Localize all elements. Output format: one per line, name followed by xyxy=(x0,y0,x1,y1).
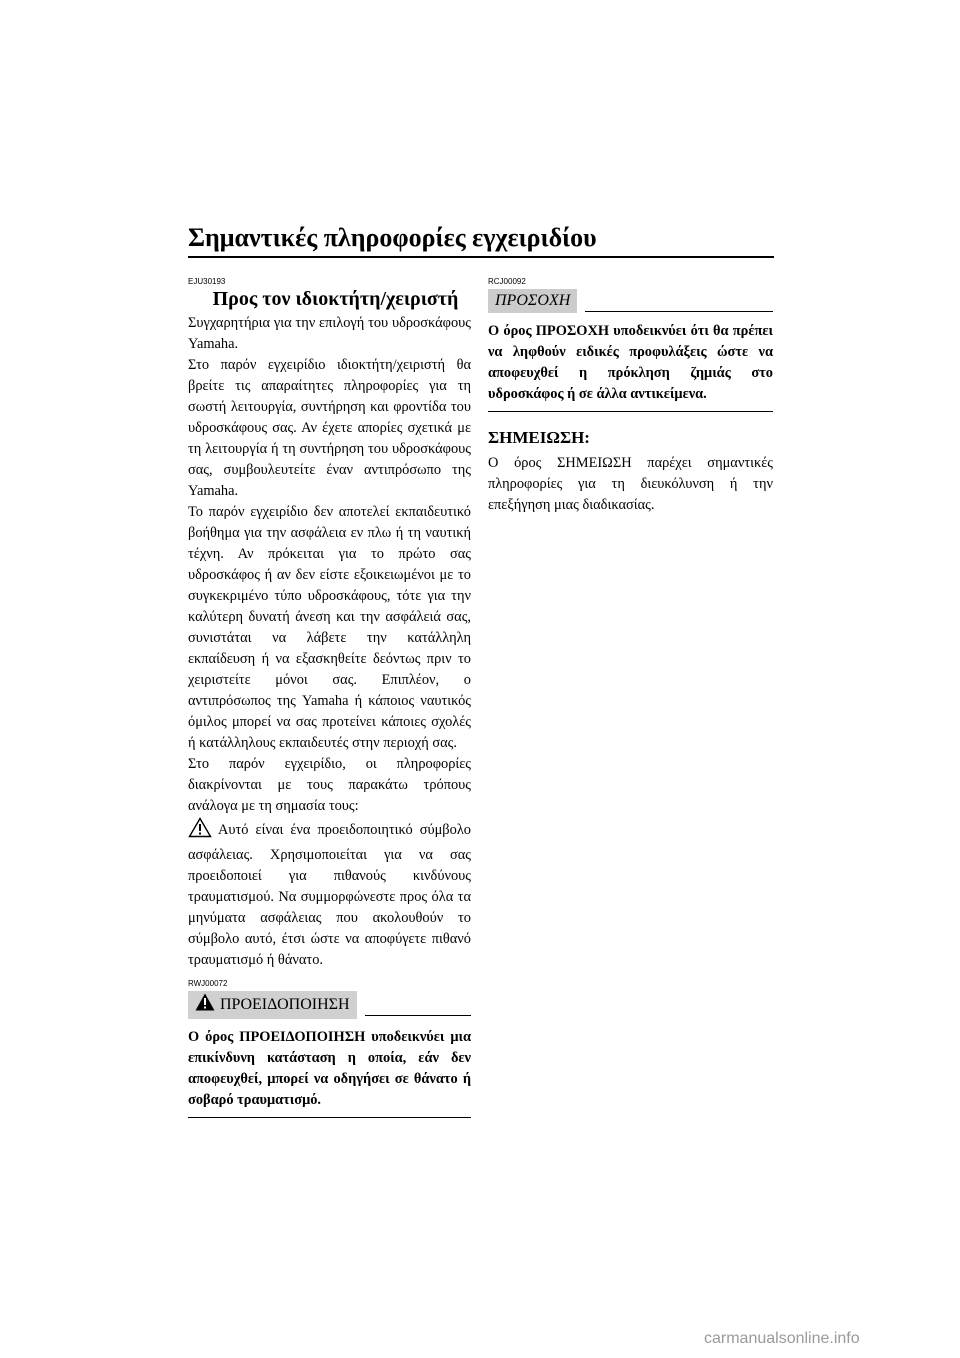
label-divider xyxy=(365,1015,471,1016)
caution-label-box xyxy=(488,289,577,313)
caution-label: ΠΡΟΣΟΧΗ xyxy=(495,292,571,309)
section-end-rule xyxy=(188,1117,471,1118)
caution-label-row xyxy=(488,289,773,313)
page-title: Σημαντικές πληροφορίες εγχειριδίου xyxy=(188,222,774,258)
warning-label-row xyxy=(188,991,471,1019)
section-heading: Προς τον ιδιοκτήτη/χειριστή xyxy=(212,288,459,310)
section-end-rule xyxy=(488,411,773,412)
warning-label: ΠΡΟΕΙΔΟΠΟΙΗΣΗ xyxy=(220,996,350,1013)
note-heading: ΣΗΜΕΙΩΣΗ: xyxy=(488,428,590,447)
warning-filled-icon xyxy=(195,993,215,1017)
warning-code: RWJ00072 xyxy=(188,979,228,988)
safety-symbol-text: Αυτό είναι ένα προειδοποιητικό σύμβολο ασφάλειας. Χρησιμοποιείται για να σας προειδοποιεί για πιθανούς κινδύνους τραυματισμού. Να συμμορφώνεστε προς όλα τα μηνύματα ασφάλειας που ακολουθούν το σύμβολο αυτό, έτσι ώστε να αποφύγετε πιθανό τραυματισμό ή θάνατο. xyxy=(188,822,471,968)
right-column xyxy=(488,277,773,516)
caution-code: RCJ00092 xyxy=(488,277,526,286)
left-column xyxy=(188,277,471,1118)
warning-label-box xyxy=(188,991,357,1019)
caution-text: Ο όρος ΠΡΟΣΟΧΗ υποδεικνύει ότι θα πρέπει να ληφθούν ειδικές προφυλάξεις ώστε να αποφευχθεί η πρόκληση ζημιάς στο υδροσκάφος ή σε άλλα αντικείμενα. xyxy=(488,323,773,402)
label-divider xyxy=(585,311,773,312)
safety-symbol-paragraph xyxy=(188,817,471,971)
note-text: Ο όρος ΣΗΜΕΙΩΣΗ παρέχει σημαντικές πληροφορίες για τη διευκόλυνση ή την επεξήγηση μιας διαδικασίας. xyxy=(488,455,773,513)
watermark: carmanualsonline.info xyxy=(704,1330,860,1347)
body-paragraph: Στο παρόν εγχειρίδιο ιδιοκτήτη/χειριστή θα βρείτε τις απαραίτητες πληροφορίες για τη σωστή λειτουργία, συντήρηση και φροντίδα του υδροσκάφους σας. Αν έχετε απορίες σχετικά με τη λειτουργία ή τη συντήρηση του υδροσκάφους σας, συμβουλευτείτε έναν αντιπρόσωπο της Yamaha. xyxy=(188,357,471,499)
body-paragraph: Συγχαρητήρια για την επιλογή του υδροσκάφους Yamaha. xyxy=(188,315,471,352)
body-paragraph: Στο παρόν εγχειρίδιο, οι πληροφορίες διακρίνονται με τους παρακάτω τρόπους ανάλογα με τη σημασία τους: xyxy=(188,756,471,814)
warning-triangle-icon xyxy=(188,817,212,845)
body-paragraph: Το παρόν εγχειρίδιο δεν αποτελεί εκπαιδευτικό βοήθημα για την ασφάλεια εν πλω ή τη ναυτική τέχνη. Αν πρόκειται για το πρώτο σας υδροσκάφος ή αν δεν είστε εξοικειωμένοι με το συγκεκριμένο τύπο υδροσκάφους, τότε για την καλύτερη δυνατή άνεση και την ασφάλειά σας, συνιστάται να λάβετε την κατάλληλη εκπαίδευση ή να εξασκηθείτε δεόντως πριν το χειριστείτε μόνοι σας. Επιπλέον, ο αντιπρόσωπος της Yamaha ή κάποιος ναυτικός όμιλος μπορεί να σας προτείνει κάποιες σχολές ή κατάλληλους εκπαιδευτές στην περιοχή σας. xyxy=(188,504,471,751)
section-code: EJU30193 xyxy=(188,277,226,286)
warning-text: Ο όρος ΠΡΟΕΙΔΟΠΟΙΗΣΗ υποδεικνύει μια επικίνδυνη κατάσταση η οποία, εάν δεν αποφευχθεί, μπορεί να οδηγήσει σε θάνατο ή σοβαρό τραυματισμό. xyxy=(188,1029,471,1108)
